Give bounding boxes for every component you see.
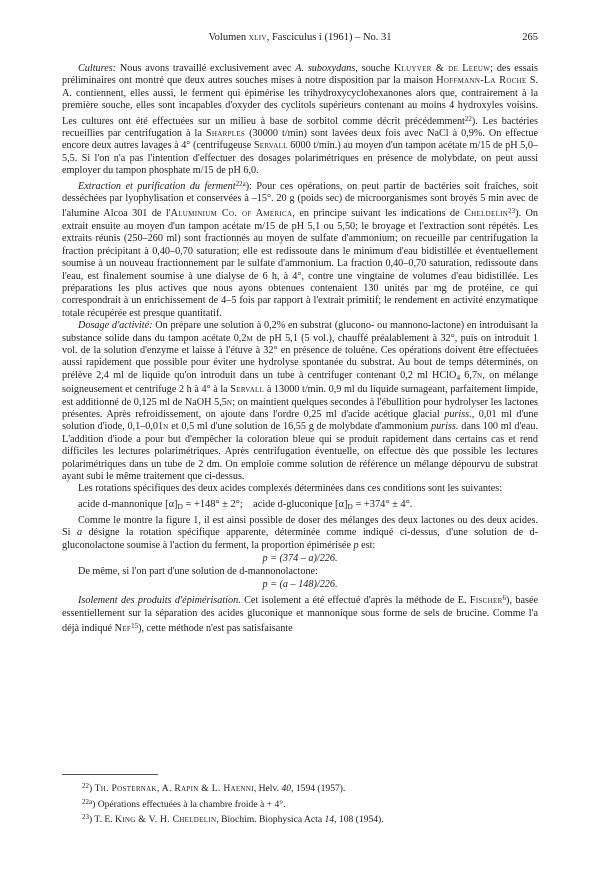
- paragraph-label: Extraction et purification du ferment: [78, 180, 236, 192]
- text: ; des essais préliminaires ont montré que deux autres souches mises à notre disposition par la maison: [62, 63, 538, 87]
- paragraph-label: Cultures:: [78, 63, 117, 74]
- organism-name: A. suboxydans: [295, 63, 356, 74]
- subscript: D: [177, 501, 183, 511]
- text: 6000 t/min.) au moyen d'un tampon acétate m/15 de pH 5,0–5,5. Si l'on n'a pas l'intention d'effectuer des dosages polarimétriques en présence de molybdate, on peut aussi employer du tampon phosphate m/15 de pH 6,0.: [62, 140, 539, 177]
- running-header-title: [62, 32, 538, 43]
- formula-mannonolactone: p = (a – 148)/226.: [262, 579, 338, 591]
- text: , souche: [355, 63, 394, 74]
- author-name: Fischer: [469, 595, 503, 607]
- text: ), cette méthode n'est pas satisfaisante: [138, 623, 293, 635]
- footnote: [62, 811, 538, 827]
- equipment-name: Sharples: [205, 128, 246, 140]
- equation-term: acide d-mannonique [α]: [78, 498, 178, 510]
- equation-value: = +148° ± 2°;: [182, 498, 243, 510]
- paragraph-cultures: [62, 63, 538, 178]
- text: (30000 t/min) sont lavées deux fois avec NaCl à 0,9%. On effectue encore deux autres lavages à 4° (centrifugeuse: [62, 128, 538, 152]
- reference-mark: 23: [508, 207, 516, 216]
- equation-value: = +374° ± 4°.: [352, 498, 413, 510]
- article-body: [62, 63, 538, 636]
- text: On prépare une solution à 0,2% en substrat (glucono- ou mannono-lactone) en introduisant la substance solide dans du tampon acétate 0,2: [62, 320, 538, 344]
- author-name: Cheldelin: [464, 208, 509, 220]
- text: à 13000 t/min. 0,9 ml du liquide surnageant, parfaitement limpide, est additionné de 0,125 ml de NaOH 5,5: [62, 384, 538, 408]
- text: S. A. contiennent, elles aussi, le ferment qui épimérise les trihydroxycyclohexanones alors que, contrairement à la première souche, elles sont incapables d'oxyder des cyclitols supérieurs contenant au moins 4 hydroxyles voisins. Les cultures ont été effectuées sur un milieu à base de sorbitol comme décrit précédemment: [62, 75, 538, 127]
- volume-number: xliv: [248, 32, 267, 43]
- text: dans 100 ml d'eau. L'addition d'iode a pour but d'empêcher la coloration bleue qui se produit rapidement dans certains cas et rend difficiles les lectures polarimétriques. Après centrifugation éventuelle, on effectue dès que possible les lectures polarimétriques dans un tube de 2 dm. On emploie comme solution de référence un mélange dépourvu de substrat ayant subi le même traitement que ci-dessus.: [62, 421, 538, 482]
- text: et 0,5 ml d'une solution de 16,55 g de molybdate d'ammonium: [168, 421, 431, 433]
- text: , 1594 (1957).: [291, 783, 346, 794]
- footnote-authors: Th. Posternak, A. Rapin & L. Haenni: [94, 783, 254, 794]
- text: , 0,01 ml d'une solution d'iode, 0,1–0,01: [62, 408, 538, 433]
- paragraph-isolement: [62, 592, 538, 635]
- unit: m: [246, 332, 253, 344]
- unit: n: [226, 396, 233, 408]
- subscript: D: [347, 501, 353, 511]
- company-name: Hoffmann-La Roche: [436, 75, 527, 87]
- footnote-volume: 14: [324, 814, 335, 826]
- journal-name: Volumen: [208, 32, 247, 43]
- paragraph-rotations-intro: Les rotations spécifiques des deux acides complexés déterminées dans ces conditions sont les suivantes:: [78, 483, 503, 495]
- text: Nous avons travaillé exclusivement avec: [116, 63, 296, 74]
- text: ; on maintient quelques secondes à l'ébullition pour hydrolyser les lactones présentes. Après refroidissement, on ajoute dans l'ordre 0,25 ml d'acide acétique glacial: [62, 396, 538, 420]
- unit: n: [163, 421, 169, 433]
- equipment-name: Servall: [230, 384, 265, 396]
- purity-grade: puriss.: [430, 421, 459, 433]
- equipment-name: Servall: [253, 140, 288, 152]
- text: ), basée essentiellement sur la séparation des acides gluconique et mannonique sous forme de sels de brucine. Comme l'a déjà indiqué: [62, 595, 538, 635]
- unit: n: [477, 369, 483, 381]
- footnote: [62, 796, 538, 812]
- text: ). Les bactéries recueillies par centrifugation à la: [62, 115, 538, 140]
- text: ): [89, 783, 95, 794]
- formula-gluconolactone: p = (374 – a)/226.: [262, 553, 338, 565]
- paragraph-dosage: [62, 320, 538, 483]
- footnote-mark: 23: [82, 813, 89, 822]
- text: de pH 5,1 (5 vol.), chauffé préalablement à 32°, puis on introduit 1 vol. de la solution d'enzyme et laisse à l'étuve à 32° en présence de toluène. Ces opérations doivent être effectuées aussi rapidement que possible pour éviter une hydrolyse spontanée du substrat. Au bout de temps déterminés, on prélève 2,4 ml de liquide qu'on introduit dans un tube à centrifuger contenant 0,2 ml HClO: [62, 332, 538, 381]
- reference-mark: 22a: [235, 179, 246, 188]
- text: , Biochim. Biophysica Acta: [216, 814, 325, 826]
- text: Cet isolement a été effectué d'après la méthode de E.: [240, 595, 470, 607]
- footnote-authors: King & V. H. Cheldelin: [115, 814, 217, 826]
- purity-grade: puriss.: [444, 408, 472, 420]
- paragraph-label: Dosage d'activité:: [78, 320, 153, 332]
- footnote: [62, 780, 538, 796]
- text: ). On extrait ensuite au moyen d'un tampon acétate m/15 de pH 5,1 ou 5,50; le broyage et l'extraction sont répétés. Les extraits réunis (250–260 ml) sont fractionnés au moyen de sulfate d'ammonium; on recueille par centrifugation la fraction précipitant à 0,40–0,70 saturation; elle est redissoute dans le minimum d'eau bidistillée et éventuellement soumise à un nouveau fractionnement par le sulfate d'ammonium. La fraction 0,40–0,70 saturation, redissoute dans l'eau, est finalement soumise à une dialyse de 6 h, à 4°, contre une vingtaine de volumes d'eau bidistillée. Les préparations les plus actives que nous ayons obtenues contenaient 130 unités par mg de protéine, ce qui correspondrait à un enrichissement de 4–5 fois par rapport à l'extrait primitif; le rendement en activité enzymatique totale récupérée est presque quantitatif.: [62, 208, 539, 319]
- paragraph-label: Isolement des produits d'épimérisation.: [78, 595, 241, 607]
- paragraph-figure: [62, 515, 538, 552]
- footnote-mark: 22: [82, 782, 89, 790]
- footnote-divider: [62, 774, 158, 775]
- reference-mark: 22: [464, 114, 472, 123]
- text: , on mélange soigneusement et centrifuge 2 h à 4° à la: [62, 369, 539, 396]
- text: ) Opérations effectuées à la chambre froide à + 4°.: [92, 798, 286, 810]
- subscript: 4: [456, 372, 461, 382]
- text: est:: [358, 539, 376, 551]
- reference-mark: 6: [502, 594, 507, 603]
- page-number: 265: [522, 32, 538, 43]
- fasciculus-info: , Fasciculus i (1961) – No. 31: [266, 32, 392, 43]
- text: ) T. E.: [89, 814, 116, 826]
- text: , en principe suivant les indications de: [292, 208, 465, 220]
- paragraph-mannono: De même, si l'on part d'une solution de d-mannonolactone:: [78, 566, 318, 578]
- footnote-volume: 40: [281, 783, 292, 794]
- text: 6,7: [460, 369, 478, 381]
- text: , 108 (1954).: [334, 814, 384, 826]
- text: , Helv.: [253, 783, 282, 794]
- variable: a: [76, 527, 83, 539]
- company-name: Aluminium Co. of America: [170, 208, 293, 220]
- variable: p: [353, 539, 359, 551]
- footnotes: [62, 780, 538, 827]
- text: Comme le montre la figure 1, il est ainsi possible de doser des mélanges des deux lactones ou des deux acides. Si: [62, 514, 538, 539]
- paragraph-extraction: [62, 178, 538, 320]
- footnote-mark: 22a: [82, 797, 93, 806]
- author-name: Nef: [114, 623, 132, 635]
- reference-mark: 15: [131, 622, 139, 631]
- equation-term: acide d-gluconique [α]: [253, 498, 348, 510]
- author-name: Kluyver & de Leeuw: [393, 63, 491, 74]
- running-header: [62, 32, 538, 43]
- text: désigne la rotation spécifique apparente, déterminée comme indiqué ci-dessus, d'une solution de d-gluconolactone soumise à l'action du ferment, la proportion épimérisée: [62, 527, 539, 551]
- equation-rotations: [62, 496, 538, 515]
- text: ): Pour ces opérations, on peut partir de bactéries soit fraîches, soit desséchées par lyophylisation et conservées à –15°. 20 g (poids sec) de microorganismes sont broyés 5 min avec de l'alumine Alcoa 301 de l': [62, 180, 538, 220]
